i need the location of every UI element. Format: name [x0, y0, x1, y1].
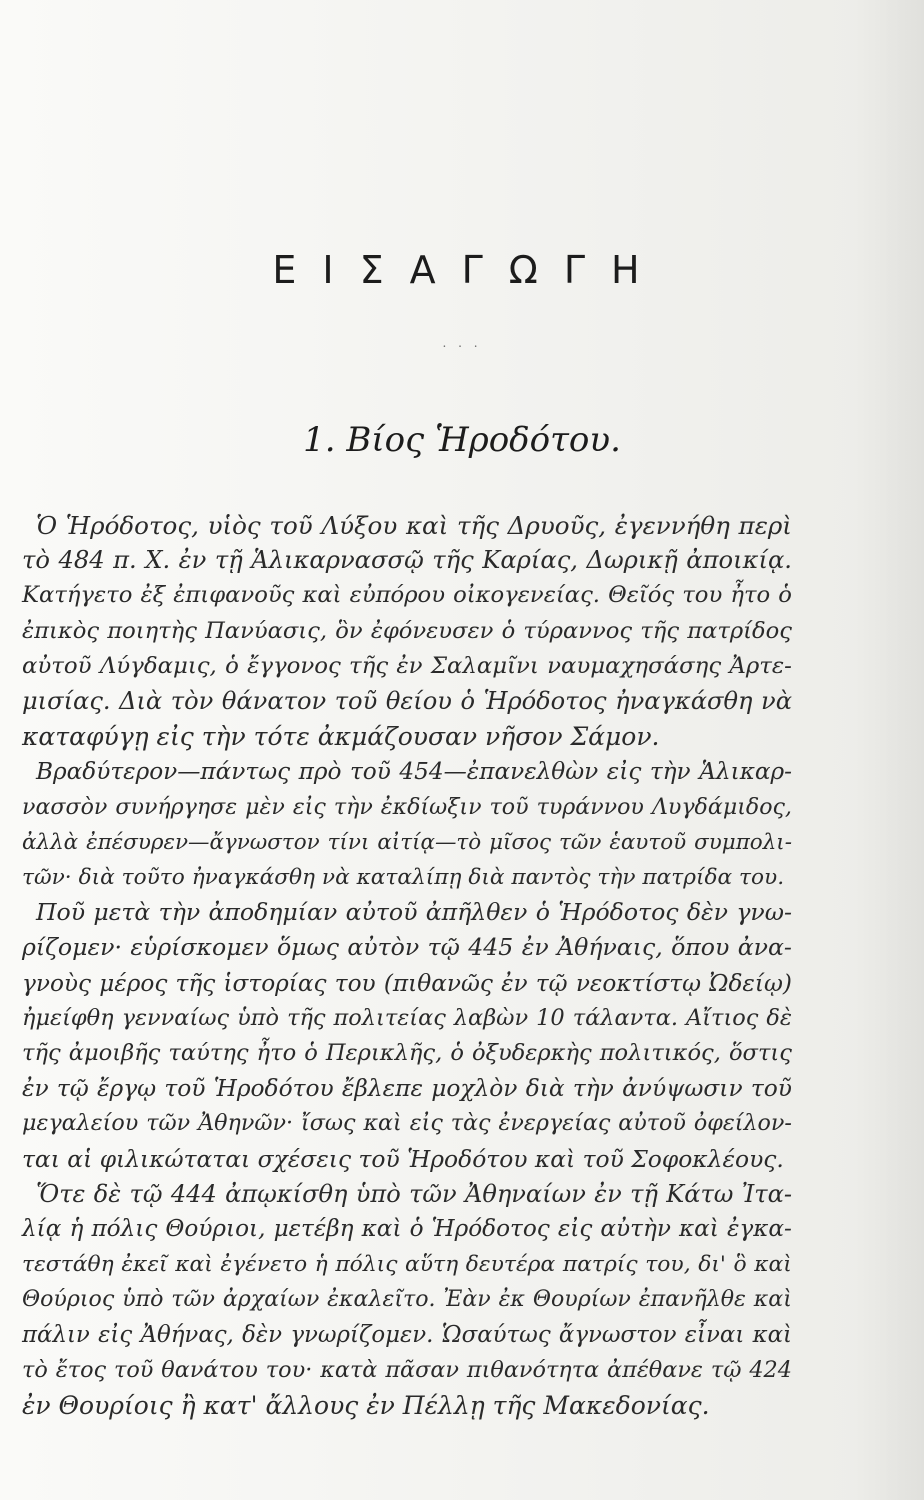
text-line: τὸ ἔτος τοῦ θανάτου του· κατὰ πᾶσαν πιθανότητα ἀπέθανε τῷ 424 — [22, 1356, 792, 1383]
text-line: Βραδύτερον—πάντως πρὸ τοῦ 454—ἐπανελθὼν εἰς τὴν Ἁλικαρ- — [36, 758, 792, 786]
text-line: γνοὺς μέρος τῆς ἱστορίας του (πιθανῶς ἐν τῷ νεοκτίστῳ Ὠδείῳ) — [22, 969, 792, 997]
text-line: Ποῦ μετὰ τὴν ἀποδημίαν αὐτοῦ ἀπῆλθεν ὁ Ἡρόδοτος δὲν γνω- — [36, 898, 792, 927]
text-line: καταφύγῃ εἰς τὴν τότε ἀκμάζουσαν νῆσον Σάμον. — [22, 722, 660, 752]
text-line: ἀλλὰ ἐπέσυρεν—ἄγνωστον τίνι αἰτίᾳ—τὸ μῖσος τῶν ἑαυτοῦ συμπολι- — [22, 829, 792, 855]
text-line: ἐν τῷ ἔργῳ τοῦ Ἡροδότου ἔβλεπε μοχλὸν διὰ τὴν ἀνύψωσιν τοῦ — [22, 1075, 792, 1103]
text-line: τῆς ἀμοιβῆς ταύτης ἦτο ὁ Περικλῆς, ὁ ὀξυδερκὴς πολιτικός, ὅστις — [22, 1040, 792, 1067]
text-line: ἐπικὸς ποιητὴς Πανύασις, ὃν ἐφόνευσεν ὁ τύραννος τῆς πατρίδος — [22, 617, 792, 644]
text-line: Κατήγετο ἐξ ἐπιφανοῦς καὶ εὐπόρου οἰκογενείας. Θεῖός του ἦτο ὁ — [22, 582, 792, 609]
text-line: λίᾳ ἡ πόλις Θούριοι, μετέβη καὶ ὁ Ἡρόδοτος εἰς αὐτὴν καὶ ἐγκα- — [22, 1216, 792, 1243]
section-title: 1. Βίος Ἡροδότου. — [303, 420, 621, 460]
body-text — [22, 508, 792, 1423]
text-line: νασσὸν συνήργησε μὲν εἰς τὴν ἐκδίωξιν τοῦ τυράννου Λυγδάμιδος, — [22, 793, 792, 820]
chapter-heading: ΕΙΣΑΓΩΓΗ — [272, 248, 666, 292]
text-line: αὐτοῦ Λύγδαμις, ὁ ἔγγονος τῆς ἐν Σαλαμῖνι ναυμαχησάσης Ἀρτε- — [22, 652, 792, 679]
text-line: Ὁ Ἡρόδοτος, υἱὸς τοῦ Λύξου καὶ τῆς Δρυοῦς, ἐγεννήθη περὶ — [36, 511, 792, 540]
text-line: Θούριος ὑπὸ τῶν ἀρχαίων ἐκαλεῖτο. Ἐὰν ἐκ Θουρίων ἐπανῆλθε καὶ — [22, 1286, 792, 1313]
text-line: τὸ 484 π. Χ. ἐν τῇ Ἁλικαρνασσῷ τῆς Καρίας, Δωρικῇ ἀποικίᾳ. — [22, 546, 792, 575]
text-line: μεγαλείου τῶν Ἀθηνῶν· ἴσως καὶ εἰς τὰς ἐνεργείας αὐτοῦ ὀφείλον- — [22, 1110, 792, 1137]
page-edge-shadow — [854, 0, 924, 1500]
text-line: Ὅτε δὲ τῷ 444 ἀπῳκίσθη ὑπὸ τῶν Ἀθηναίων ἐν τῇ Κάτω Ἰτα- — [36, 1179, 792, 1208]
text-line: πάλιν εἰς Ἀθήνας, δὲν γνωρίζομεν. Ὡσαύτως ἄγνωστον εἶναι καὶ — [22, 1321, 792, 1348]
text-line: τεστάθη ἐκεῖ καὶ ἐγένετο ἡ πόλις αὕτη δευτέρα πατρίς του, δι' ὃ καὶ — [22, 1252, 792, 1278]
text-line: ἠμείφθη γενναίως ὑπὸ τῆς πολιτείας λαβὼν 10 τάλαντα. Αἴτιος δὲ — [22, 1004, 792, 1031]
text-line: μισίας. Διὰ τὸν θάνατον τοῦ θείου ὁ Ἡρόδοτος ἠναγκάσθη νὰ — [22, 687, 792, 716]
text-line: ρίζομεν· εὑρίσκομεν ὅμως αὐτὸν τῷ 445 ἐν Ἀθήναις, ὅπου ἀνα- — [22, 933, 792, 962]
ornament-dots: . . . — [442, 336, 482, 350]
text-line: ἐν Θουρίοις ἢ κατ' ἄλλους ἐν Πέλλῃ τῆς Μακεδονίας. — [22, 1391, 710, 1421]
text-line: τῶν· διὰ τοῦτο ἠναγκάσθη νὰ καταλίπῃ διὰ παντὸς τὴν πατρίδα του. — [22, 865, 785, 891]
text-line: ται αἱ φιλικώταται σχέσεις τοῦ Ἡροδότου καὶ τοῦ Σοφοκλέους. — [22, 1144, 784, 1173]
